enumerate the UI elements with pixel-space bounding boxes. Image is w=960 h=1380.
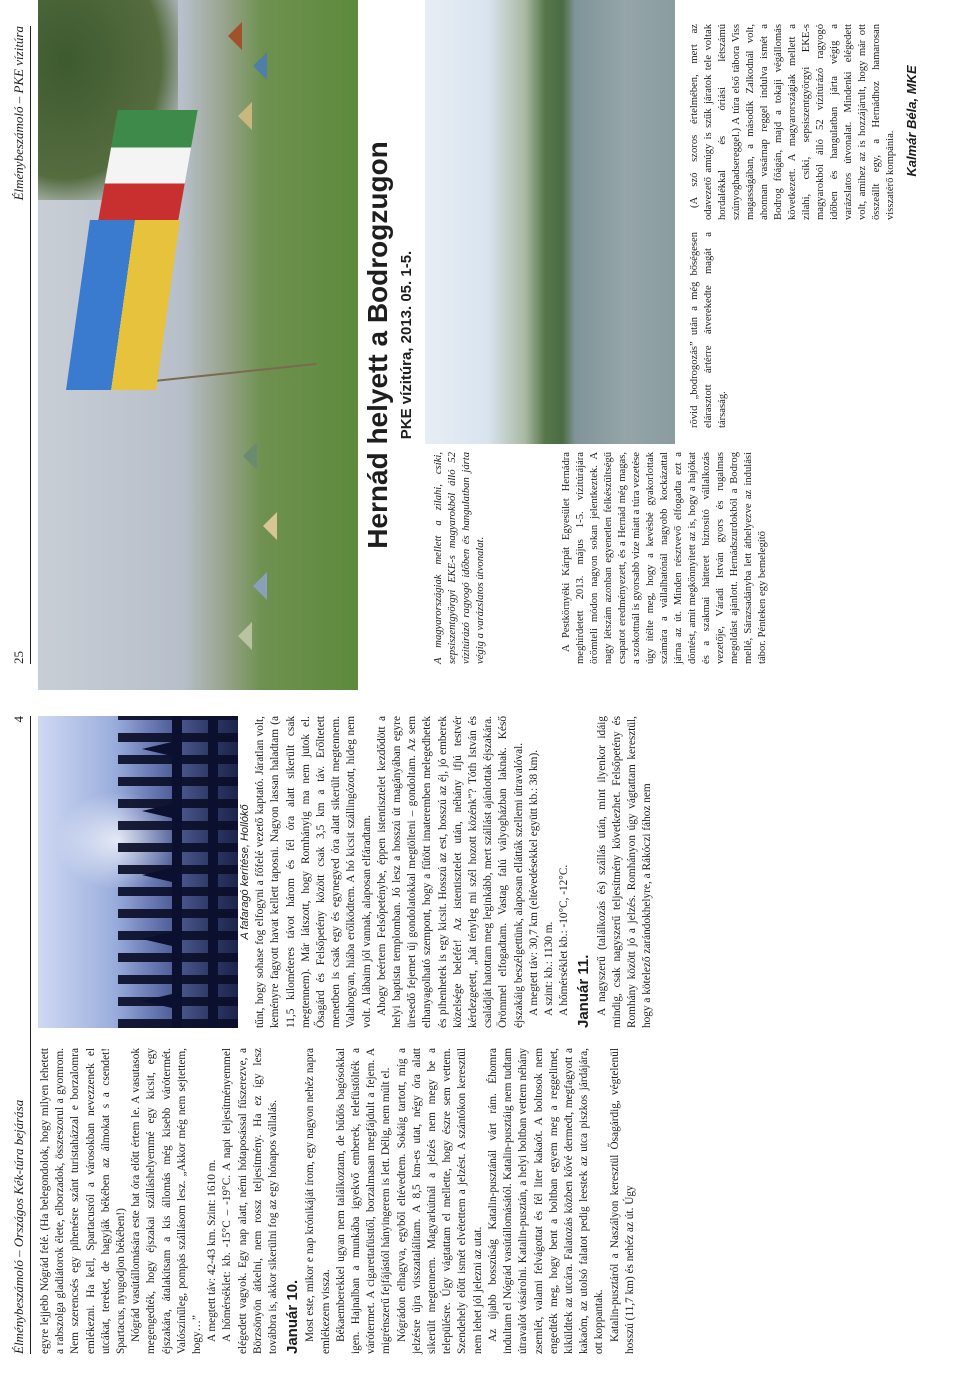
left-column-1 [38,1048,638,1354]
left-column-2 [38,716,655,1028]
paragraph: A hőmérséklet: kb. -15°C – -19°C. A napi teljesítményemmel elégedett vagyok. Egy nap alatt, némi hótaposással fűszerezve, a Börzsönyön átkelni, nem rossz teljesítmény. Ha ez így lesz továbbra is, akkor sikerülni fog az egy hónapos vállalás. [221,1048,280,1354]
river-canoe-photo [425,0,675,444]
paragraph: A szint: kb.: 1130 m. [543,921,556,1016]
header-title: Élménybeszámoló – PKE vízitúra [11,26,26,201]
section-heading: Január 10. [284,1279,302,1354]
szekely-flag [66,220,180,390]
fence-photo [38,716,238,1028]
article-title: Hernád helyett a Bodrogzugon [362,141,393,549]
page-number: 25 [11,651,26,664]
lead-paragraph-block [432,452,496,664]
paragraph: Az újabb bosszúság Katalin-pusztánál várt rám. Éhomra indultam el Nógrád vasútállomásától. Katalin-pusztáig nem tudtam útravalót vásárolni. Katalin-pusztán, a helyi boltban vettem néhány zsemlét, valami felvágottat és fél liter kakaót. A boltosok nem engedték meg, hogy bent a boltban egyem meg a reggelimet, kiküldtek az utcára. Falatozás közben kővé dermedt, megfagyott a kakaóm, az utolsó falatot pedig leestek az utca piszkos járdájára, ott koppantak. [486,1048,606,1354]
camp-flags-photo [38,0,358,690]
right-column-2-text [688,232,730,428]
page-header [8,716,31,1354]
paragraph: Nógrád vasútállomására este hat óra előtt értem le. A vasutasok megengedték, hogy éjszakai szálláshelyemmé egy kicsit, egy éjszakára, átalakítsam a kis állomás még kisebb várótermét. Valószínűleg, pompás szállásom lesz. „Akkor még nem sejtettem, hogy…” [130,1048,204,1354]
paragraph: (A szó szoros értelmében, mert az odavezető amúgy is szűk járatok tele voltak hordalékkal és óriási létszámú szúnyoghadsereggel.) A túra első tábora Viss magasságában, a második Zalkodnál volt, ahonnan vasárnap reggel indulva ismét a Bodrog főágán, majd a tokaji végállomás következett. A magyarországiak mellett a zilahi, csíki, sepsiszentgyörgyi EKE-s magyarokból álló 52 vízitúrázó ragyogó időben és hangulatban járta végig a varázslatos útvonalat. Mindenki elégedett volt, amihez az is hozzájárult, hogy már ott összeállt egy, a Hernádhoz hamarosan visszatérő kompánia. [689,24,896,220]
page-4 [0,690,960,1380]
paragraph: Most este, mikor e nap krónikáját írom, egy nagyon nehéz napra emlékezem vissza. [304,1048,332,1354]
page-number: 4 [11,716,26,723]
paragraph: tűnt, hogy sohase fog elfogyni a főfelé vezető kaptató. Járatlan volt, keményre fagyott havat kellett taposni. Nagyon lassan haladtam (a 11,5 kilométeres távot három és fél óra alatt sikerült csak megtennem). Már látszott, hogy Romhányig ma nem jutok el. Ősagárd és Felsőpetény között csak 3,5 km a táv. Erőltetett menetben is csak egy és egynegyed óra alatt sikerült megtennem. Valahogyan, hiába erőlködtem. A hó kicsit szállingózott, hideg nem volt. A lábaim jól vannak, alaposan elfáradtam. [254,716,373,1028]
paragraph: A nagyszerű (találkozás és) szállás után, mint ilyenkor idáig mindig, csak nagyszerű teljesítmény következhet. Felsőpetény és Romhány között jó a jelzés. Romhányon úgy vágtattam keresztül, hogy a kötelező zarándokhelyre, a Rákóczi fához nem [595,716,654,1028]
paragraph: Békaemberekkel ugyan nem találkoztam, de bűdös bagósokkal igen. Hajnalban a munkába igyekvő emberek, telefüstölték a várótermet. A cigarettafüsttől, borzalmasan megfájdult a fejem. A migrénszerű fejfájástól hányingerem is lett. Délig, nem múlt el. [334,1048,393,1354]
right-column-3 [688,24,898,220]
paragraph: Nógrádon elhagyva, egyből eltévedtem. Sokáig tartott, míg a jelzésre újra visszatalálítam. A 8,5 km-es utat, négy óra alatt sikerült megtennem. Magyarkútnál a jelzés nem megy be a településre. Úgy vágtattam el mellette, hogy észre sem vettem. Szendehely előtt ismét elvétettem a jelzést. A szántókon keresztül nem lehet jól jelezni az utat. [395,1048,484,1354]
page-4-content [0,690,960,1380]
section-heading: Január 11. [575,954,593,1028]
paragraph: A Pestkörnyéki Kárpát Egyesület Hernádra meghirdetett 2013. május 1-5. vízitúrájára örömteli módon nagyon sokan jelentkeztek. A nagy létszám azonban egyenetlen felkészültségű csapatot eredményezett, és a Hernád még magas, a szokottnál is gyorsabb vize miatt a túra vezetése úgy ítélte meg, hogy a kevésbé gyakorlottak számára a vállalhatónál nagyobb kockázattal járna az út. Minden résztvevő elfogadta ezt a döntést, amit megkönnyített az is, hogy a hajókat és a szakmai hátteret biztosító vállalkozás vezetője, Váradi István gyors és rugalmas megoldást ajánlott. Hernádszurdokból a Bodrog mellé, Sárazsadányba lett áthelyezve az indulási tábor. Pénteken egy bemelegítő [561,452,768,664]
photo-caption: A fafaragó kerítése, Hollókő [239,804,251,940]
paragraph: Ahogy beértem Felsőpeténybe, éppen istentisztelet kezdődött a helyi baptista templomban. Jó lesz a hosszú út magányában egyre üresedő fejemet új gondolatokkal megtölteni – gondoltam. Az sem elhanyagolható szempont, hogy a fűtött imateremben melegedhetek és pihenhetek is egy kicsit. Hosszú az est, hosszú az éj, jó emberek közelsége belefér! Az istentisztelet után, néhány ifjú testvér kérdezgetett, „hát tényleg mi szél hozott közénk”? Tóth István és családját hatottam meg leginkább, mert szállást ajánlottak éjszakára. Örömmel elfogadtam. Vastag falú vályogházban laknak. Késő éjszakáig beszélgettünk, alaposan ellátták szellemi útravalóval. [375,716,525,1028]
paragraph: A megtett táv: 42-43 km. Szint: 1610 m. [206,1159,219,1342]
page-header [8,26,31,664]
lead-paragraph: A magyarországiak mellett a zilahi, csíki, sepsiszentgyörgyi EKE-s magyarokból álló 52 vízitúrázó ragyogó időben és hangulatban járta végig a varázslatos útvonalat. [433,452,486,664]
right-column-1 [560,452,770,664]
header-title: Élménybeszámoló – Országos Kék-túra bejárása [11,1099,26,1354]
paragraph: egyre lejjebb Nógrád felé. (Ha belegondolok, hogy milyen lehetett a rabszolga gladiátorok élete, elborzadok, összeszorul a gyomrom. Nem szerencsés egy pihenésre szánt turistaházzal e borzalomra emlékezni. Ha kell, Spartacusról a városokban nevezzenek el utcákat, tereket, de hagyják békében az álmokat s a csendet! Spartacus, nyugodjon békében!) [39,1048,128,1354]
paragraph: Katalin-pusztáról a Naszályon keresztül Ősagárdig, végtelenül hosszú (11,7 km) és nehéz az út. Úgy [608,1048,636,1354]
author-signature: Kalmár Béla, MKE [904,65,919,177]
paragraph: A hőmérséklet kb.: -10°C, -12°C. [558,864,571,1016]
paragraph: A megtett táv: 30,7 km (eltévedésekkel együtt kb.: 38 km). [527,749,540,1016]
paragraph: rövid „bodrogozás” után a még bőségesen elárasztott ártérre átverekedte magát a társaság. [689,232,728,428]
article-subtitle: PKE vízitúra, 2013. 05. 1-5. [398,250,415,440]
